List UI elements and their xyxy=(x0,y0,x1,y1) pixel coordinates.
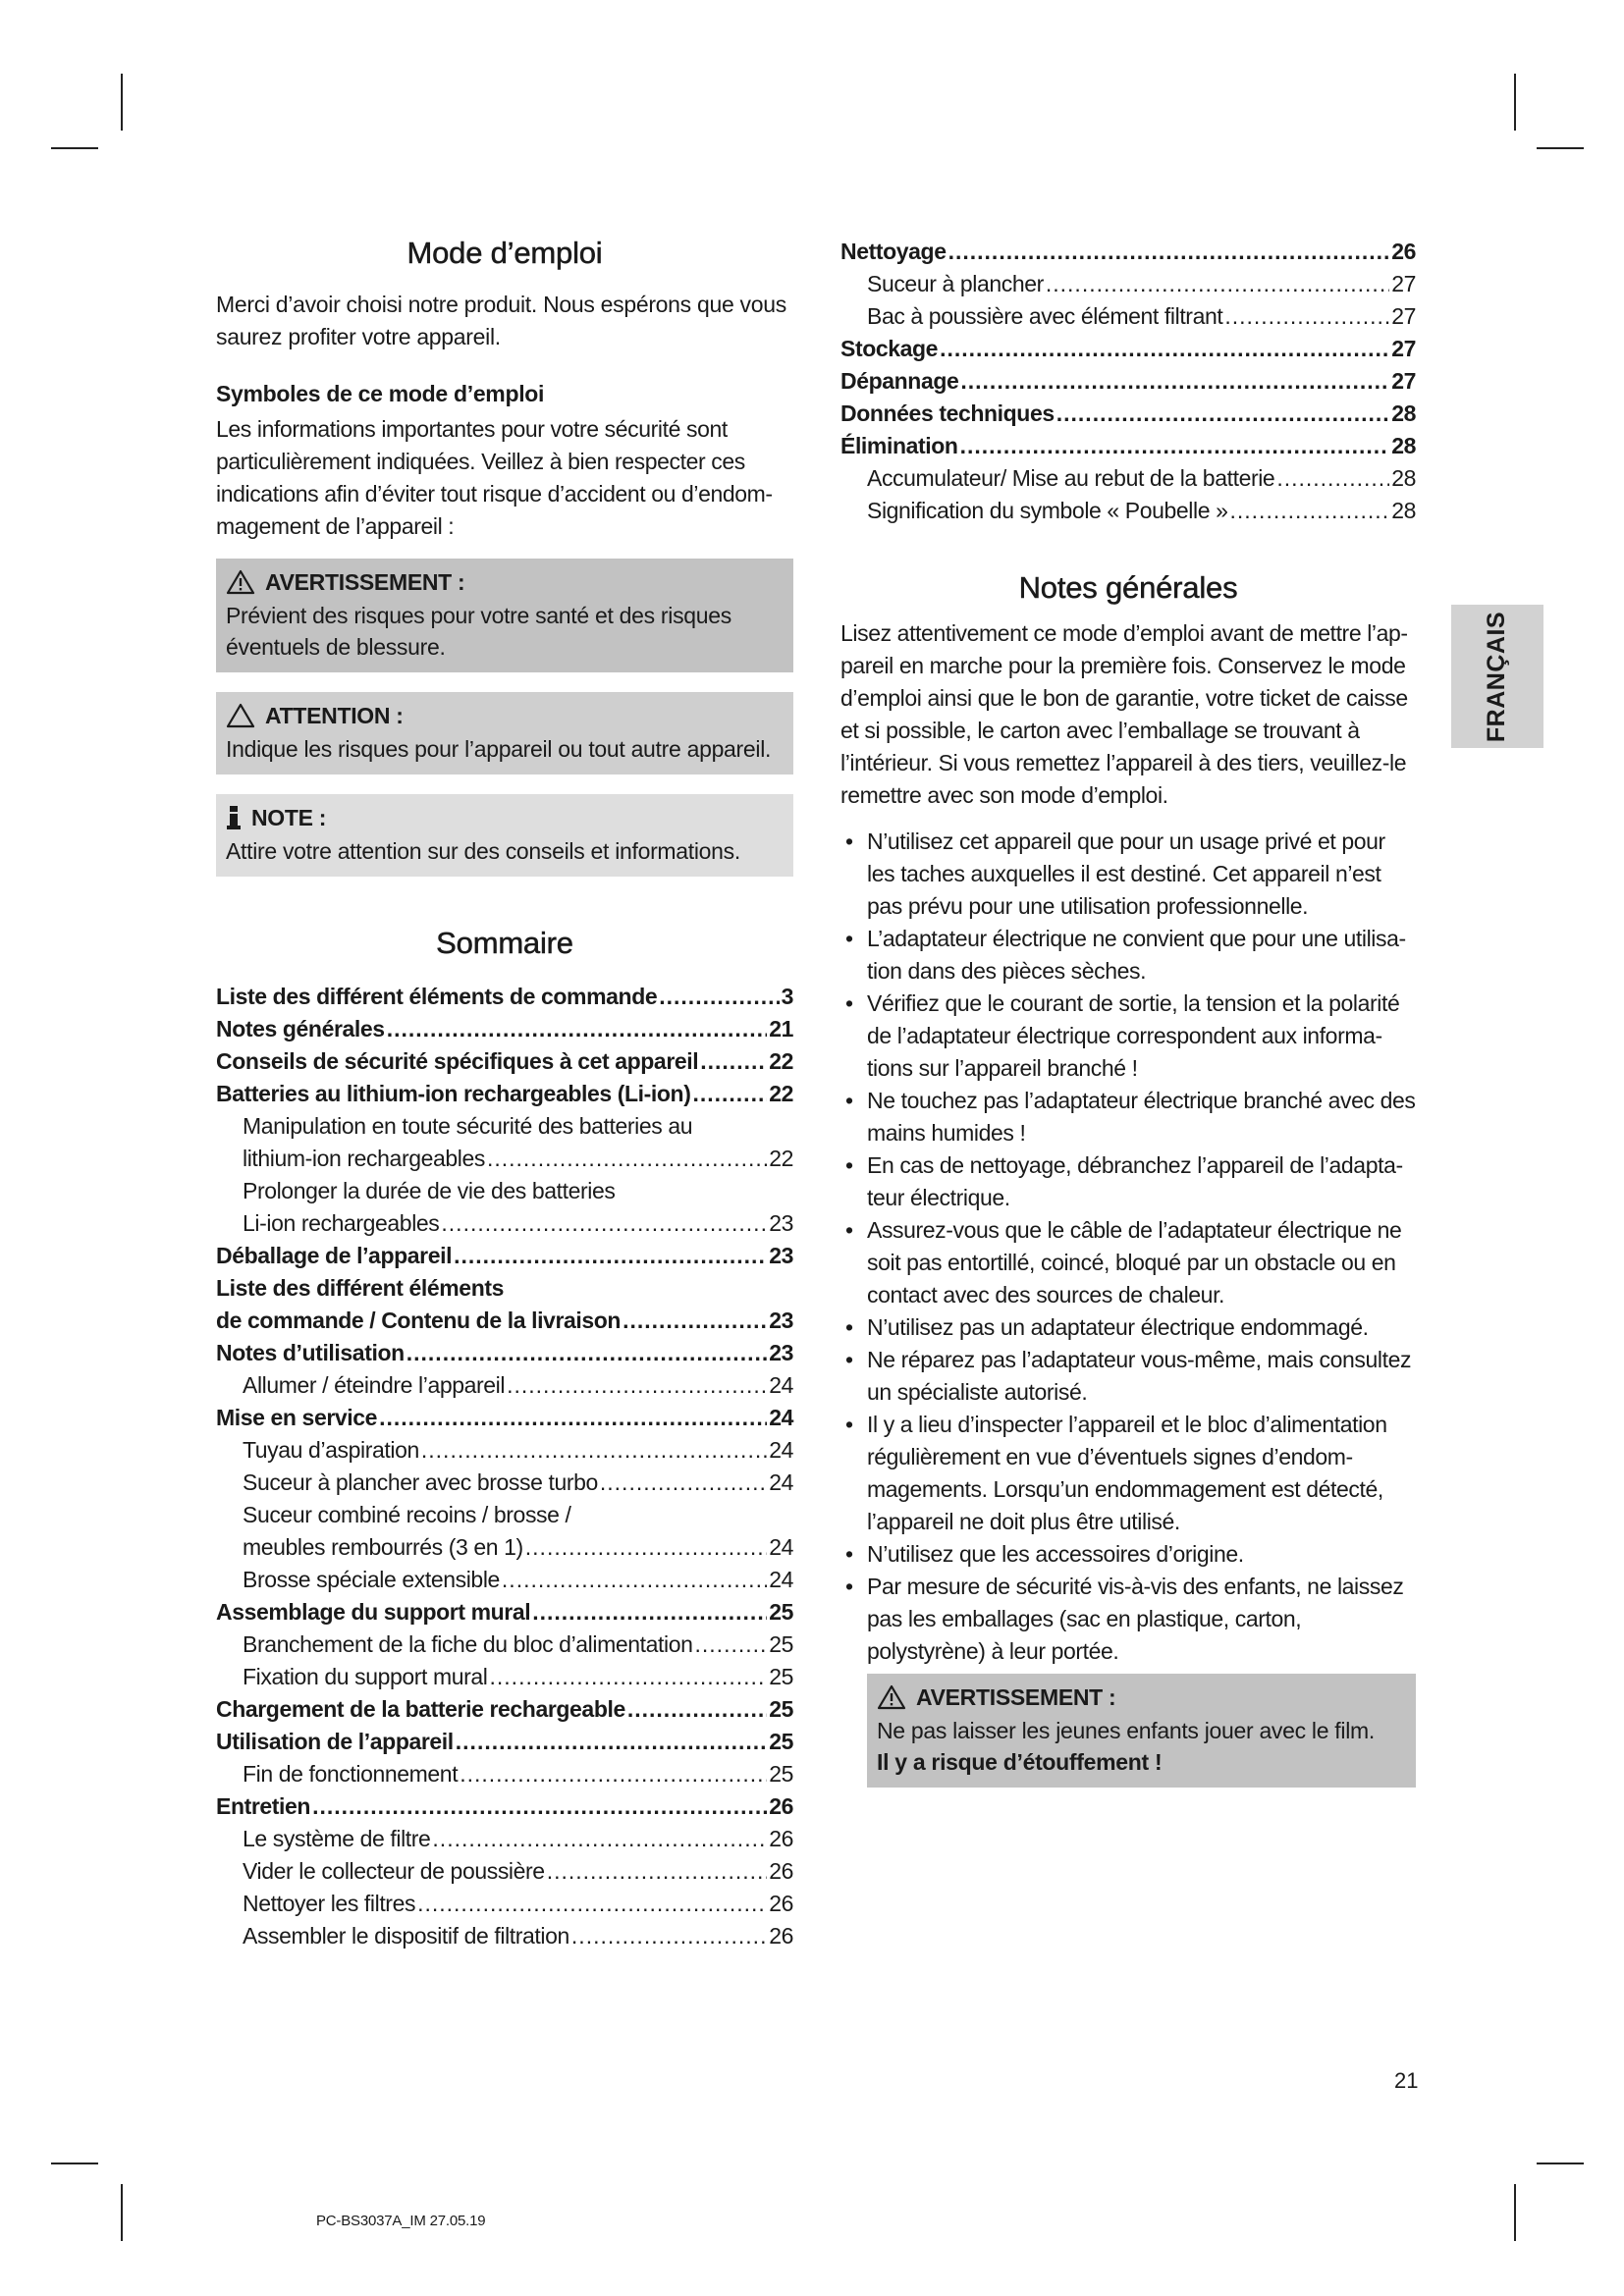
toc-entry[interactable]: Assemblage du support mural ..... 25 xyxy=(216,1596,793,1629)
safety-list xyxy=(840,826,1416,1668)
list-item: • Il y a lieu d’inspecter l’appareil et le bloc d’alimentation régulièrement en vue d’éventuels signes d’endommagements. Lorsqu’un endommagement est détecté, l’appareil ne doit plus être utilisé. xyxy=(840,1409,1416,1538)
toc-entry[interactable]: Batteries au lithium-ion rechargeables (Li-ion) ..... 22 xyxy=(216,1078,793,1110)
warning-text: Prévient des risques pour votre santé et des risques éventuels de blessure. xyxy=(226,603,731,660)
intro-text: Merci d’avoir choisi notre produit. Nous espérons que vous saurez profiter votre appareil. xyxy=(216,292,786,349)
list-item: • N’utilisez cet appareil que pour un usage privé et pour les taches auxquelles il est destiné. Cet appareil n’est pas prévu pour une utilisation professionnelle. xyxy=(840,826,1416,923)
warning-box xyxy=(216,559,793,672)
toc-entry[interactable]: Accumulateur/ Mise au rebut de la batterie ..... 28 xyxy=(840,462,1416,495)
toc-entry[interactable]: Li-ion rechargeables ..... 23 xyxy=(216,1207,793,1240)
right-column xyxy=(840,236,1416,1788)
toc-entry[interactable]: Dépannage ..... 27 xyxy=(840,365,1416,398)
page-title: Mode d’emploi xyxy=(406,236,603,270)
toc-entry[interactable]: Notes générales ..... 21 xyxy=(216,1013,793,1045)
toc-entry-line[interactable]: Suceur combiné recoins / brosse / xyxy=(243,1502,571,1527)
attention-box xyxy=(216,692,793,774)
toc-entry[interactable]: Assembler le dispositif de filtration ..... 26 xyxy=(216,1920,793,1952)
toc-entry[interactable]: Liste des différent éléments de commande ..... 3 xyxy=(216,981,793,1013)
list-item: • Vérifiez que le courant de sortie, la tension et la polarité de l’adaptateur électrique correspondent aux informations sur l’appareil branché ! xyxy=(840,988,1416,1085)
toc-title: Sommaire xyxy=(436,926,573,960)
toc-entry[interactable]: Le système de filtre ..... 26 xyxy=(216,1823,793,1855)
toc-entry[interactable]: Fixation du support mural ..... 25 xyxy=(216,1661,793,1693)
toc-entry[interactable]: Nettoyer les filtres ..... 26 xyxy=(216,1888,793,1920)
toc-entry[interactable]: Élimination ..... 28 xyxy=(840,430,1416,462)
crop-mark xyxy=(1514,2184,1516,2241)
attention-text: Indique les risques pour l’appareil ou tout autre appareil. xyxy=(226,736,772,762)
language-label: FRANÇAIS xyxy=(1483,611,1511,742)
list-item: • N’utilisez pas un adaptateur électrique endommagé. xyxy=(840,1311,1416,1344)
list-item: • Par mesure de sécurité vis-à-vis des enfants, ne laissez pas les emballages (sac en plastique, carton, polystyrène) à leur portée. xyxy=(840,1571,1416,1668)
info-icon xyxy=(226,805,242,830)
crop-mark xyxy=(1514,74,1516,131)
list-item: • Ne réparez pas l’adaptateur vous-même, mais consultez un spécialiste autorisé. xyxy=(840,1344,1416,1409)
crop-mark xyxy=(121,2184,123,2241)
notes-intro: Lisez attentivement ce mode d’emploi avant de mettre l’appareil en marche pour la première fois. Conservez le mode d’emploi ainsi que le bon de garantie, votre ticket de caisse et si possible, le carton avec l’emballage se trouvant à l’intérieur. Si vous remettez l’appareil à des tiers, veuillez-le remettre avec son mode d’emploi. xyxy=(840,620,1409,808)
toc-entry[interactable]: Entretien ..... 26 xyxy=(216,1790,793,1823)
symbols-text: Les informations importantes pour votre sécurité sont particulièrement indiquées. Veillez à bien respecter ces indications afin d’éviter tout risque d’accident ou d’endommagement de l’appareil : xyxy=(216,416,774,539)
toc-entry[interactable]: Notes d’utilisation ..... 23 xyxy=(216,1337,793,1369)
warning-title: AVERTISSEMENT : xyxy=(916,1684,1116,1710)
toc-entry[interactable]: Conseils de sécurité spécifiques à cet appareil ..... 22 xyxy=(216,1045,793,1078)
warning-text: Ne pas laisser les jeunes enfants jouer avec le film. xyxy=(877,1718,1375,1743)
toc-entry[interactable]: Suceur à plancher ..... 27 xyxy=(840,268,1416,300)
list-item: • L’adaptateur électrique ne convient que pour une utilisation dans des pièces sèches. xyxy=(840,923,1416,988)
note-text: Attire votre attention sur des conseils et informations. xyxy=(226,838,740,864)
language-tab xyxy=(1451,605,1543,748)
attention-title: ATTENTION : xyxy=(265,703,404,728)
toc-entry-line[interactable]: Prolonger la durée de vie des batteries xyxy=(243,1178,616,1203)
toc-entry[interactable]: Bac à poussière avec élément filtrant ..... 27 xyxy=(840,300,1416,333)
toc-entry[interactable]: Vider le collecteur de poussière ..... 26 xyxy=(216,1855,793,1888)
left-column xyxy=(216,236,793,1952)
toc-entry[interactable]: Fin de fonctionnement ..... 25 xyxy=(216,1758,793,1790)
toc-entry[interactable]: Mise en service ..... 24 xyxy=(216,1402,793,1434)
toc-entry[interactable]: Branchement de la fiche du bloc d’alimentation ..... 25 xyxy=(216,1629,793,1661)
warning-triangle-icon xyxy=(226,569,255,595)
toc-entry[interactable]: Chargement de la batterie rechargeable ..... 25 xyxy=(216,1693,793,1726)
toc-entry[interactable]: Nettoyage ..... 26 xyxy=(840,236,1416,268)
warning-title: AVERTISSEMENT : xyxy=(265,569,465,595)
symbols-heading: Symboles de ce mode d’emploi xyxy=(216,381,545,406)
toc-entry[interactable]: lithium-ion rechargeables ..... 22 xyxy=(216,1143,793,1175)
crop-mark xyxy=(51,147,98,149)
toc-entry[interactable]: Brosse spéciale extensible ..... 24 xyxy=(216,1564,793,1596)
toc-entry[interactable]: Allumer / éteindre l’appareil ..... 24 xyxy=(216,1369,793,1402)
toc-entry[interactable]: Signification du symbole « Poubelle » ..... 28 xyxy=(840,495,1416,527)
table-of-contents-continued xyxy=(840,236,1416,527)
list-item: • N’utilisez que les accessoires d’origine. xyxy=(840,1538,1416,1571)
toc-entry-line[interactable]: Liste des différent éléments xyxy=(216,1275,504,1301)
toc-entry[interactable]: de commande / Contenu de la livraison ..... 23 xyxy=(216,1305,793,1337)
toc-entry[interactable]: Déballage de l’appareil ..... 23 xyxy=(216,1240,793,1272)
toc-entry-line[interactable]: Manipulation en toute sécurité des batteries au xyxy=(243,1113,693,1139)
list-item: • Ne touchez pas l’adaptateur électrique branché avec des mains humides ! xyxy=(840,1085,1416,1149)
toc-entry[interactable]: meubles rembourrés (3 en 1) ..... 24 xyxy=(216,1531,793,1564)
toc-entry[interactable]: Utilisation de l’appareil ..... 25 xyxy=(216,1726,793,1758)
warning-box-suffocation xyxy=(867,1674,1416,1788)
warning-triangle-icon xyxy=(877,1684,906,1710)
page-number: 21 xyxy=(1394,2068,1419,2093)
warning-bold-text: Il y a risque d’étouffement ! xyxy=(877,1749,1163,1775)
crop-mark xyxy=(1537,2163,1584,2164)
footer-code: PC-BS3037A_IM 27.05.19 xyxy=(316,2213,486,2229)
toc-entry[interactable]: Données techniques ..... 28 xyxy=(840,398,1416,430)
list-item: • En cas de nettoyage, débranchez l’appareil de l’adaptateur électrique. xyxy=(840,1149,1416,1214)
toc-entry[interactable]: Suceur à plancher avec brosse turbo ..... 24 xyxy=(216,1467,793,1499)
table-of-contents xyxy=(216,981,793,1952)
toc-entry[interactable]: Tuyau d’aspiration ..... 24 xyxy=(216,1434,793,1467)
crop-mark xyxy=(1537,147,1584,149)
toc-entry[interactable]: Stockage ..... 27 xyxy=(840,333,1416,365)
crop-mark xyxy=(51,2163,98,2164)
list-item: • Assurez-vous que le câble de l’adaptateur électrique ne soit pas entortillé, coincé, bloqué par un obstacle ou en contact avec des sources de chaleur. xyxy=(840,1214,1416,1311)
note-box xyxy=(216,794,793,877)
section-title-notes: Notes générales xyxy=(1018,570,1238,605)
note-title: NOTE : xyxy=(251,805,327,830)
attention-triangle-icon xyxy=(226,703,255,728)
crop-mark xyxy=(121,74,123,131)
